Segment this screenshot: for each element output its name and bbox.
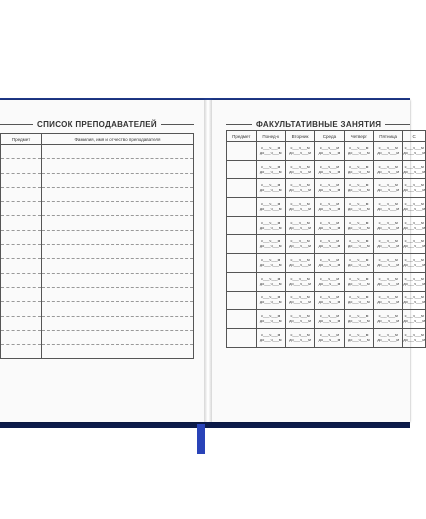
- time-to-label: до___ч___м: [289, 244, 311, 249]
- time-from-label: с___ч___м: [290, 332, 310, 337]
- time-slot-cell[interactable]: [403, 198, 426, 217]
- time-from-label: с___ч___м: [290, 220, 310, 225]
- subject-cell[interactable]: [1, 187, 42, 201]
- time-to-label: до___ч___м: [347, 225, 370, 230]
- time-from-label: с___ч___м: [319, 314, 340, 319]
- table-row: [1, 287, 194, 301]
- left-page-title: СПИСОК ПРЕПОДАВАТЕЛЕЙ: [37, 119, 157, 129]
- time-from-label: с___ч___м: [349, 164, 369, 169]
- time-to-label: до___ч___м: [403, 206, 425, 211]
- time-slot-cell[interactable]: [344, 160, 373, 179]
- electives-table: [226, 130, 426, 348]
- teacher-name-cell[interactable]: [42, 259, 194, 273]
- table-row: [1, 202, 194, 216]
- time-slot-cell[interactable]: [373, 179, 402, 198]
- time-slot-cell[interactable]: [315, 142, 344, 161]
- time-slot-cell[interactable]: [315, 310, 344, 329]
- time-to-label: до___ч___м: [259, 150, 282, 155]
- time-slot-cell[interactable]: [256, 198, 285, 217]
- teacher-name-cell[interactable]: [42, 202, 194, 216]
- teacher-name-cell[interactable]: [42, 316, 194, 330]
- teacher-name-cell[interactable]: [42, 245, 194, 259]
- time-from-label: с___ч___м: [290, 145, 310, 150]
- teacher-name-cell[interactable]: [42, 173, 194, 187]
- time-to-label: до___ч___м: [289, 337, 311, 342]
- column-header-saturday: С: [403, 131, 426, 142]
- time-slot-cell[interactable]: [373, 272, 402, 291]
- column-header-teacher-name: Фамилия, имя и отчество преподавателя: [42, 134, 194, 145]
- time-to-label: до___ч___м: [318, 337, 341, 342]
- subject-cell[interactable]: [1, 273, 42, 287]
- time-slot-cell[interactable]: [373, 291, 402, 310]
- time-to-label: до___ч___м: [259, 206, 282, 211]
- time-slot-cell[interactable]: [285, 328, 314, 347]
- time-slot-cell[interactable]: [256, 235, 285, 254]
- time-slot-cell[interactable]: [256, 142, 285, 161]
- time-slot-cell[interactable]: [403, 179, 426, 198]
- left-title-row: [0, 118, 194, 130]
- time-slot-cell[interactable]: [344, 198, 373, 217]
- table-row: [1, 245, 194, 259]
- time-slot-cell[interactable]: [344, 272, 373, 291]
- subject-cell[interactable]: [1, 230, 42, 244]
- time-to-label: до___ч___м: [403, 262, 425, 267]
- time-to-label: до___ч___м: [259, 281, 282, 286]
- time-to-label: до___ч___м: [318, 319, 341, 324]
- time-slot-cell[interactable]: [285, 160, 314, 179]
- time-from-label: с___ч___м: [404, 314, 424, 319]
- time-to-label: до___ч___м: [377, 225, 399, 230]
- time-from-label: с___ч___м: [404, 295, 424, 300]
- time-to-label: до___ч___м: [347, 169, 370, 174]
- time-to-label: до___ч___м: [259, 262, 282, 267]
- time-slot-cell[interactable]: [315, 328, 344, 347]
- time-to-label: до___ч___м: [289, 262, 311, 267]
- time-slot-cell[interactable]: [285, 291, 314, 310]
- time-from-label: с___ч___м: [404, 257, 424, 262]
- time-to-label: до___ч___м: [377, 169, 399, 174]
- time-slot-cell[interactable]: [285, 142, 314, 161]
- time-to-label: до___ч___м: [259, 169, 282, 174]
- subject-cell[interactable]: [227, 328, 257, 347]
- time-from-label: с___ч___м: [349, 201, 369, 206]
- time-from-label: с___ч___м: [349, 257, 369, 262]
- time-from-label: с___ч___м: [378, 276, 398, 281]
- subject-cell[interactable]: [1, 216, 42, 230]
- time-to-label: до___ч___м: [318, 225, 341, 230]
- subject-cell[interactable]: [227, 235, 257, 254]
- time-to-label: до___ч___м: [318, 300, 341, 305]
- time-slot-cell[interactable]: [403, 160, 426, 179]
- time-from-label: с___ч___м: [319, 164, 340, 169]
- table-row: [1, 259, 194, 273]
- title-rule: [161, 124, 194, 125]
- time-from-label: с___ч___м: [290, 164, 310, 169]
- time-from-label: с___ч___м: [404, 332, 424, 337]
- right-page-title: ФАКУЛЬТАТИВНЫЕ ЗАНЯТИЯ: [256, 119, 382, 129]
- time-slot-cell[interactable]: [373, 198, 402, 217]
- time-to-label: до___ч___м: [318, 262, 341, 267]
- time-from-label: с___ч___м: [290, 314, 310, 319]
- time-slot-cell[interactable]: [373, 328, 402, 347]
- time-slot-cell[interactable]: [344, 216, 373, 235]
- table-row: [1, 302, 194, 316]
- time-slot-cell[interactable]: [344, 179, 373, 198]
- time-to-label: до___ч___м: [377, 281, 399, 286]
- time-to-label: до___ч___м: [289, 188, 311, 193]
- title-rule: [226, 124, 252, 125]
- time-to-label: до___ч___м: [347, 319, 370, 324]
- table-row: [227, 179, 426, 198]
- time-to-label: до___ч___м: [403, 188, 425, 193]
- time-to-label: до___ч___м: [318, 206, 341, 211]
- time-from-label: с___ч___м: [261, 201, 281, 206]
- time-from-label: с___ч___м: [290, 239, 310, 244]
- time-from-label: с___ч___м: [349, 295, 369, 300]
- table-row: [227, 216, 426, 235]
- time-to-label: до___ч___м: [377, 319, 399, 324]
- teacher-name-cell[interactable]: [42, 345, 194, 359]
- subject-cell[interactable]: [1, 173, 42, 187]
- time-from-label: с___ч___м: [261, 257, 281, 262]
- time-from-label: с___ч___м: [404, 145, 424, 150]
- time-slot-cell[interactable]: [344, 142, 373, 161]
- time-to-label: до___ч___м: [347, 188, 370, 193]
- subject-cell[interactable]: [1, 259, 42, 273]
- time-from-label: с___ч___м: [349, 183, 369, 188]
- time-from-label: с___ч___м: [378, 183, 398, 188]
- table-row: [227, 160, 426, 179]
- time-from-label: с___ч___м: [319, 239, 340, 244]
- time-from-label: с___ч___м: [378, 145, 398, 150]
- time-from-label: с___ч___м: [378, 257, 398, 262]
- time-slot-cell[interactable]: [285, 310, 314, 329]
- time-slot-cell[interactable]: [373, 254, 402, 273]
- time-to-label: до___ч___м: [318, 169, 341, 174]
- time-to-label: до___ч___м: [377, 188, 399, 193]
- time-to-label: до___ч___м: [259, 300, 282, 305]
- time-slot-cell[interactable]: [285, 272, 314, 291]
- teacher-name-cell[interactable]: [42, 330, 194, 344]
- time-slot-cell[interactable]: [256, 310, 285, 329]
- subject-cell[interactable]: [1, 202, 42, 216]
- time-to-label: до___ч___м: [259, 244, 282, 249]
- subject-cell[interactable]: [1, 345, 42, 359]
- time-from-label: с___ч___м: [319, 332, 340, 337]
- time-from-label: с___ч___м: [261, 239, 281, 244]
- time-from-label: с___ч___м: [349, 314, 369, 319]
- cover-edge: [0, 422, 410, 428]
- time-to-label: до___ч___м: [403, 150, 425, 155]
- time-from-label: с___ч___м: [378, 295, 398, 300]
- time-to-label: до___ч___м: [347, 150, 370, 155]
- time-from-label: с___ч___м: [290, 276, 310, 281]
- teacher-name-cell[interactable]: [42, 273, 194, 287]
- time-to-label: до___ч___м: [403, 244, 425, 249]
- table-row: [227, 328, 426, 347]
- column-header-thursday: Четверг: [344, 131, 373, 142]
- subject-cell[interactable]: [227, 142, 257, 161]
- time-slot-cell[interactable]: [403, 328, 426, 347]
- table-row: [1, 187, 194, 201]
- table-row: [227, 254, 426, 273]
- time-to-label: до___ч___м: [347, 206, 370, 211]
- table-row: [1, 159, 194, 173]
- time-from-label: с___ч___м: [290, 201, 310, 206]
- time-to-label: до___ч___м: [289, 206, 311, 211]
- subject-cell[interactable]: [1, 287, 42, 301]
- time-from-label: с___ч___м: [261, 183, 281, 188]
- time-to-label: до___ч___м: [403, 319, 425, 324]
- column-header-subject: Предмет: [1, 134, 42, 145]
- time-slot-cell[interactable]: [403, 272, 426, 291]
- teacher-name-cell[interactable]: [42, 302, 194, 316]
- time-from-label: с___ч___м: [404, 220, 424, 225]
- teachers-table: [0, 133, 194, 359]
- time-from-label: с___ч___м: [378, 314, 398, 319]
- time-to-label: до___ч___м: [347, 244, 370, 249]
- time-slot-cell[interactable]: [373, 142, 402, 161]
- column-header-monday: Понед-к: [256, 131, 285, 142]
- time-to-label: до___ч___м: [347, 337, 370, 342]
- table-row: [227, 235, 426, 254]
- subject-cell[interactable]: [227, 160, 257, 179]
- time-from-label: с___ч___м: [349, 220, 369, 225]
- right-title-row: [226, 118, 410, 130]
- time-from-label: с___ч___м: [290, 183, 310, 188]
- teacher-name-cell[interactable]: [42, 187, 194, 201]
- time-to-label: до___ч___м: [318, 244, 341, 249]
- column-header-tuesday: Вторник: [285, 131, 314, 142]
- time-from-label: с___ч___м: [261, 276, 281, 281]
- time-to-label: до___ч___м: [377, 300, 399, 305]
- time-from-label: с___ч___м: [404, 201, 424, 206]
- time-slot-cell[interactable]: [315, 291, 344, 310]
- subject-cell[interactable]: [1, 145, 42, 159]
- subject-cell[interactable]: [227, 254, 257, 273]
- time-slot-cell[interactable]: [315, 235, 344, 254]
- time-from-label: с___ч___м: [319, 183, 340, 188]
- subject-cell[interactable]: [227, 179, 257, 198]
- teacher-name-cell[interactable]: [42, 287, 194, 301]
- time-slot-cell[interactable]: [373, 310, 402, 329]
- time-to-label: до___ч___м: [318, 281, 341, 286]
- time-from-label: с___ч___м: [261, 164, 281, 169]
- time-to-label: до___ч___м: [259, 188, 282, 193]
- time-to-label: до___ч___м: [289, 169, 311, 174]
- time-to-label: до___ч___м: [403, 337, 425, 342]
- time-from-label: с___ч___м: [290, 257, 310, 262]
- time-to-label: до___ч___м: [289, 281, 311, 286]
- time-to-label: до___ч___м: [403, 281, 425, 286]
- subject-cell[interactable]: [1, 316, 42, 330]
- time-to-label: до___ч___м: [347, 300, 370, 305]
- time-slot-cell[interactable]: [315, 254, 344, 273]
- time-slot-cell[interactable]: [285, 254, 314, 273]
- time-to-label: до___ч___м: [403, 225, 425, 230]
- time-slot-cell[interactable]: [344, 310, 373, 329]
- time-from-label: с___ч___м: [319, 201, 340, 206]
- table-row: [1, 216, 194, 230]
- time-slot-cell[interactable]: [256, 216, 285, 235]
- time-from-label: с___ч___м: [404, 276, 424, 281]
- title-rule: [385, 124, 410, 125]
- time-slot-cell[interactable]: [285, 179, 314, 198]
- time-from-label: с___ч___м: [319, 295, 340, 300]
- table-row: [227, 198, 426, 217]
- time-from-label: с___ч___м: [404, 239, 424, 244]
- table-row: [1, 230, 194, 244]
- time-from-label: с___ч___м: [404, 183, 424, 188]
- column-header-friday: Пятница: [373, 131, 402, 142]
- time-from-label: с___ч___м: [349, 332, 369, 337]
- time-slot-cell[interactable]: [315, 272, 344, 291]
- time-to-label: до___ч___м: [289, 319, 311, 324]
- table-row: [1, 273, 194, 287]
- time-from-label: с___ч___м: [261, 314, 281, 319]
- time-from-label: с___ч___м: [404, 164, 424, 169]
- time-slot-cell[interactable]: [403, 216, 426, 235]
- teacher-name-cell[interactable]: [42, 216, 194, 230]
- time-to-label: до___ч___м: [377, 244, 399, 249]
- time-from-label: с___ч___м: [290, 295, 310, 300]
- column-header-wednesday: Среда: [315, 131, 344, 142]
- time-slot-cell[interactable]: [373, 216, 402, 235]
- time-to-label: до___ч___м: [289, 300, 311, 305]
- column-header-subject: Предмет: [227, 131, 257, 142]
- time-slot-cell[interactable]: [256, 254, 285, 273]
- time-slot-cell[interactable]: [285, 198, 314, 217]
- time-to-label: до___ч___м: [347, 281, 370, 286]
- time-to-label: до___ч___м: [289, 225, 311, 230]
- time-slot-cell[interactable]: [315, 179, 344, 198]
- time-slot-cell[interactable]: [373, 160, 402, 179]
- bookmark-ribbon[interactable]: [197, 424, 205, 454]
- subject-cell[interactable]: [227, 272, 257, 291]
- time-from-label: с___ч___м: [319, 145, 340, 150]
- teacher-name-cell[interactable]: [42, 230, 194, 244]
- time-slot-cell[interactable]: [344, 254, 373, 273]
- time-to-label: до___ч___м: [259, 225, 282, 230]
- time-slot-cell[interactable]: [256, 160, 285, 179]
- time-to-label: до___ч___м: [377, 337, 399, 342]
- time-from-label: с___ч___м: [319, 257, 340, 262]
- time-from-label: с___ч___м: [261, 145, 281, 150]
- table-row: [1, 330, 194, 344]
- table-row: [227, 291, 426, 310]
- time-from-label: с___ч___м: [349, 239, 369, 244]
- time-from-label: с___ч___м: [378, 201, 398, 206]
- time-slot-cell[interactable]: [256, 291, 285, 310]
- time-slot-cell[interactable]: [403, 254, 426, 273]
- time-from-label: с___ч___м: [261, 220, 281, 225]
- table-row: [1, 316, 194, 330]
- time-to-label: до___ч___м: [347, 262, 370, 267]
- time-slot-cell[interactable]: [256, 179, 285, 198]
- teacher-name-cell[interactable]: [42, 145, 194, 159]
- subject-cell[interactable]: [1, 159, 42, 173]
- time-to-label: до___ч___м: [289, 150, 311, 155]
- time-to-label: до___ч___м: [259, 319, 282, 324]
- subject-cell[interactable]: [227, 310, 257, 329]
- time-to-label: до___ч___м: [259, 337, 282, 342]
- time-slot-cell[interactable]: [256, 272, 285, 291]
- time-to-label: до___ч___м: [318, 188, 341, 193]
- subject-cell[interactable]: [227, 216, 257, 235]
- time-from-label: с___ч___м: [261, 332, 281, 337]
- time-slot-cell[interactable]: [285, 216, 314, 235]
- title-rule: [0, 124, 33, 125]
- time-from-label: с___ч___м: [378, 332, 398, 337]
- table-row: [227, 272, 426, 291]
- time-from-label: с___ч___м: [349, 145, 369, 150]
- time-to-label: до___ч___м: [403, 169, 425, 174]
- time-slot-cell[interactable]: [403, 142, 426, 161]
- table-row: [227, 310, 426, 329]
- time-slot-cell[interactable]: [403, 310, 426, 329]
- time-slot-cell[interactable]: [256, 328, 285, 347]
- time-to-label: до___ч___м: [403, 300, 425, 305]
- time-slot-cell[interactable]: [315, 160, 344, 179]
- time-to-label: до___ч___м: [318, 150, 341, 155]
- time-slot-cell[interactable]: [315, 216, 344, 235]
- subject-cell[interactable]: [1, 245, 42, 259]
- time-from-label: с___ч___м: [319, 276, 340, 281]
- time-to-label: до___ч___м: [377, 206, 399, 211]
- time-from-label: с___ч___м: [378, 220, 398, 225]
- book-spine-gutter: [204, 100, 212, 422]
- time-slot-cell[interactable]: [344, 235, 373, 254]
- time-to-label: до___ч___м: [377, 150, 399, 155]
- time-slot-cell[interactable]: [344, 328, 373, 347]
- table-row: [1, 173, 194, 187]
- time-slot-cell[interactable]: [403, 235, 426, 254]
- teacher-name-cell[interactable]: [42, 159, 194, 173]
- time-slot-cell[interactable]: [285, 235, 314, 254]
- table-row: [1, 345, 194, 359]
- time-from-label: с___ч___м: [261, 295, 281, 300]
- subject-cell[interactable]: [227, 291, 257, 310]
- time-slot-cell[interactable]: [315, 198, 344, 217]
- subject-cell[interactable]: [1, 330, 42, 344]
- table-row: [227, 142, 426, 161]
- time-slot-cell[interactable]: [373, 235, 402, 254]
- time-to-label: до___ч___м: [377, 262, 399, 267]
- time-from-label: с___ч___м: [319, 220, 340, 225]
- table-row: [1, 145, 194, 159]
- time-slot-cell[interactable]: [403, 291, 426, 310]
- time-slot-cell[interactable]: [344, 291, 373, 310]
- time-from-label: с___ч___м: [349, 276, 369, 281]
- subject-cell[interactable]: [1, 302, 42, 316]
- time-from-label: с___ч___м: [378, 164, 398, 169]
- subject-cell[interactable]: [227, 198, 257, 217]
- time-from-label: с___ч___м: [378, 239, 398, 244]
